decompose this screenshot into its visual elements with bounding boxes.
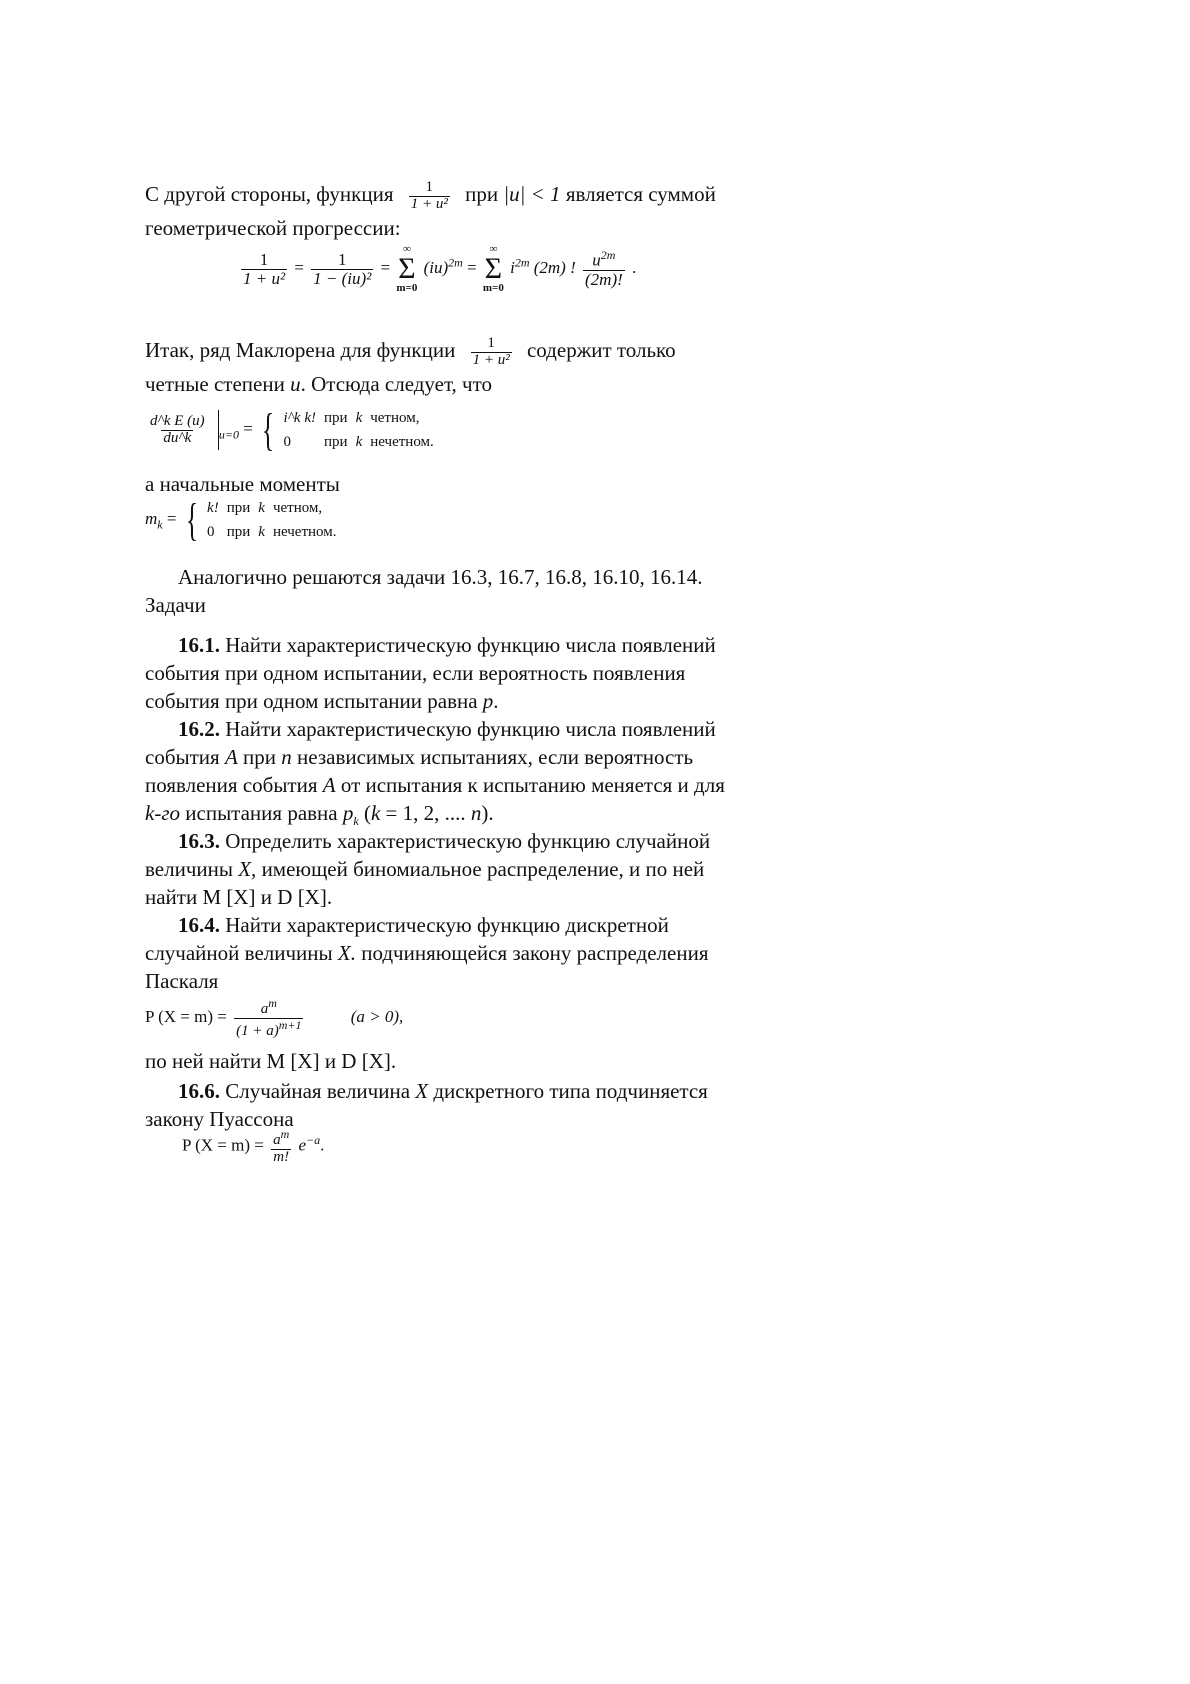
paragraph-maclaurin-cont: четные степени u. Отсюда следует, что <box>145 372 493 396</box>
task-16-2: 16.2. Найти характеристическую функцию числа появлений <box>178 717 716 741</box>
task-16-3: 16.3. Определить характеристическую функцию случайной <box>178 829 711 853</box>
task-16-1-line3: события при одном испытании равна p. <box>145 689 499 713</box>
formula-geometric-series: $\frac{1}{\text{1 + u²}}$ = $\frac{1}{\text{1 − (iu)²}}$ = ∞ Σ m=0 (iu)$^{2m}$ = ∞ Σ m=0 $i^{2m}$ (2m) ! $\frac{u^{2m}}{(2m)!}$ . <box>243 243 637 294</box>
sum-operator: ∞ Σ m=0 <box>396 243 418 294</box>
task-16-3-line3: найти M [X] и D [X]. <box>145 885 333 909</box>
paragraph-moments: а начальные моменты <box>145 472 340 496</box>
sum-operator: ∞ Σ m=0 <box>482 243 504 294</box>
formula-pascal: P (X = m) = $\frac{a^m}{(1 + a)^{m+1}}$ (a > 0), <box>145 996 404 1039</box>
task-16-6: 16.6. Случайная величина X дискретного типа подчиняется <box>178 1079 708 1103</box>
task-16-2-line2: события A при n независимых испытаниях, если вероятность <box>145 745 694 769</box>
formula-moments: $m_k$ = { k! при k четном, 0 при k нечетном. <box>145 496 345 544</box>
fraction-inline: $\frac{1}{\text{1 + u²}}$ <box>410 179 448 212</box>
paragraph-analogous: Аналогично решаются задачи 16.3, 16.7, 16.8, 16.10, 16.14. <box>178 565 703 589</box>
paragraph-maclaurin: Итак, ряд Маклорена для функции $\frac{1}{\text{1 + u²}}$ содержит только <box>145 335 676 368</box>
paragraph-geometric-intro: С другой стороны, функция $\frac{1}{\text{1 + u²}}$ при |u| < 1 является суммой <box>145 179 716 212</box>
section-heading: Задачи <box>145 593 206 617</box>
formula-poisson: P (X = m) = $\frac{a^m}{m!}$ $e^{-a}$. <box>182 1127 325 1165</box>
paragraph-geometric-intro-cont: геометрической прогрессии: <box>145 216 401 240</box>
task-16-4-line4: по ней найти M [X] и D [X]. <box>145 1049 397 1073</box>
task-16-4-line2: случайной величины X. подчиняющейся закону распределения <box>145 941 709 965</box>
cases-moments: k! при k четном, 0 при k нечетном. <box>207 500 337 540</box>
task-16-6-line2: закону Пуассона <box>145 1107 294 1131</box>
task-16-4: 16.4. Найти характеристическую функцию дискретной <box>178 913 669 937</box>
task-16-1-line2: события при одном испытании, если вероятность появления <box>145 661 686 685</box>
task-16-4-line3: Паскаля <box>145 969 219 993</box>
task-16-3-line2: величины X, имеющей биномиальное распределение, и по ней <box>145 857 705 881</box>
cases-derivatives: i^k k! при k четном, 0 при k нечетном. <box>283 410 434 450</box>
task-16-2-line4: k-го испытания равна $p_k$ (k = 1, 2, .... n). <box>145 801 494 829</box>
formula-derivatives: $\frac{\text{d\textasciicircum{}k E (u)}}{du\^{}k}$ $_{u=0}$ = { i^k k! при k четном, 0 при k нечетном. <box>145 406 442 454</box>
task-16-1: 16.1. Найти характеристическую функцию числа появлений <box>178 633 716 657</box>
task-16-2-line3: появления события A от испытания к испытанию меняется и для <box>145 773 725 797</box>
